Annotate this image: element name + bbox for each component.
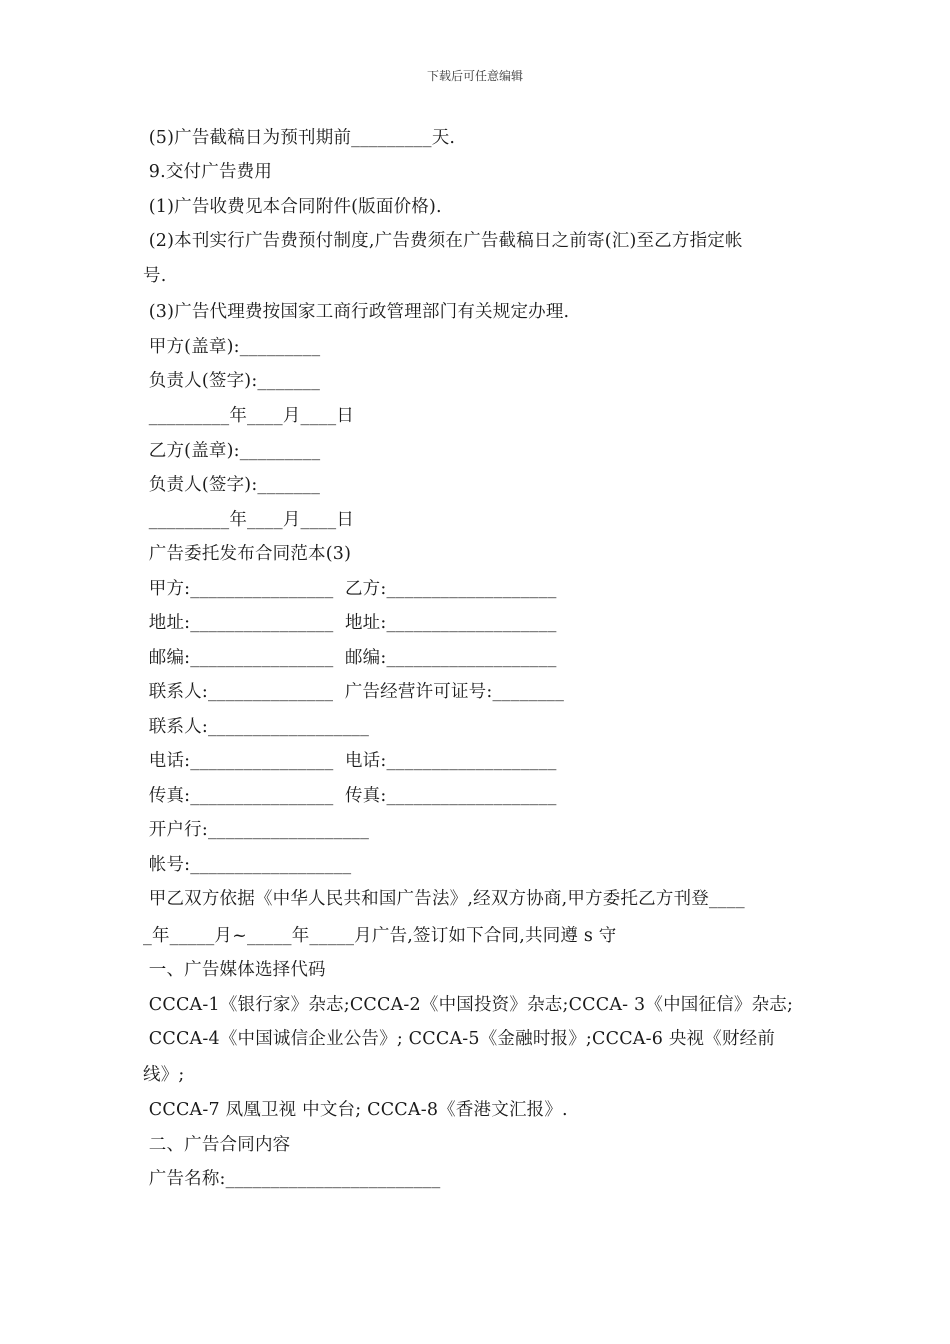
page-header-note: 下载后可任意编辑 [426,69,523,83]
text-line: (3)广告代理费按国家工商行政管理部门有关规定办理. [143,302,570,322]
form-line: 帐号:__________________ [143,855,352,875]
text-line: (2)本刊实行广告费预付制度,广告费须在广告截稿日之前寄(汇)至乙方指定帐 [143,231,743,251]
text-line: 甲乙双方依据《中华人民共和国广告法》,经双方协商,甲方委托乙方刊登____ [143,889,745,909]
date-line: _________年____月____日 [143,406,355,426]
form-line: 广告名称:________________________ [143,1169,441,1189]
form-line: 地址:________________ 地址:___________________ [143,613,557,633]
text-line: CCCA-7 凤凰卫视 中文台; CCCA-8《香港文汇报》. [143,1100,568,1120]
signature-line: 负责人(签字):_______ [143,475,321,495]
section-title: 广告委托发布合同范本(3) [143,544,352,564]
signature-line: 甲方(盖章):_________ [143,337,321,357]
text-line: 9.交付广告费用 [143,162,273,182]
text-line: CCCA-4《中国诚信企业公告》; CCCA-5《金融时报》;CCCA-6 央视《财经前 [143,1029,776,1049]
signature-line: 乙方(盖章):_________ [143,441,321,461]
section-heading: 二、广告合同内容 [143,1135,291,1155]
form-line: 开户行:__________________ [143,820,370,840]
signature-line: 负责人(签字):_______ [143,371,321,391]
text-line: CCCA-1《银行家》杂志;CCCA-2《中国投资》杂志;CCCA- 3《中国征信》杂志; [143,995,794,1015]
text-line: (5)广告截稿日为预刊期前_________天. [143,128,456,148]
form-line: 邮编:________________ 邮编:___________________ [143,648,557,668]
section-heading: 一、广告媒体选择代码 [143,960,326,980]
text-line: _年_____月~_____年_____月广告,签订如下合同,共同遵 s 守 [143,926,617,946]
date-line: _________年____月____日 [143,510,355,530]
text-line: 号. [143,266,167,286]
form-line: 电话:________________ 电话:___________________ [143,751,557,771]
form-line: 甲方:________________ 乙方:___________________ [143,579,557,599]
form-line: 联系人:__________________ [143,717,370,737]
text-line: 线》; [143,1065,185,1085]
form-line: 传真:________________ 传真:___________________ [143,786,557,806]
form-line: 联系人:______________ 广告经营许可证号:________ [143,682,565,702]
text-line: (1)广告收费见本合同附件(版面价格). [143,197,442,217]
